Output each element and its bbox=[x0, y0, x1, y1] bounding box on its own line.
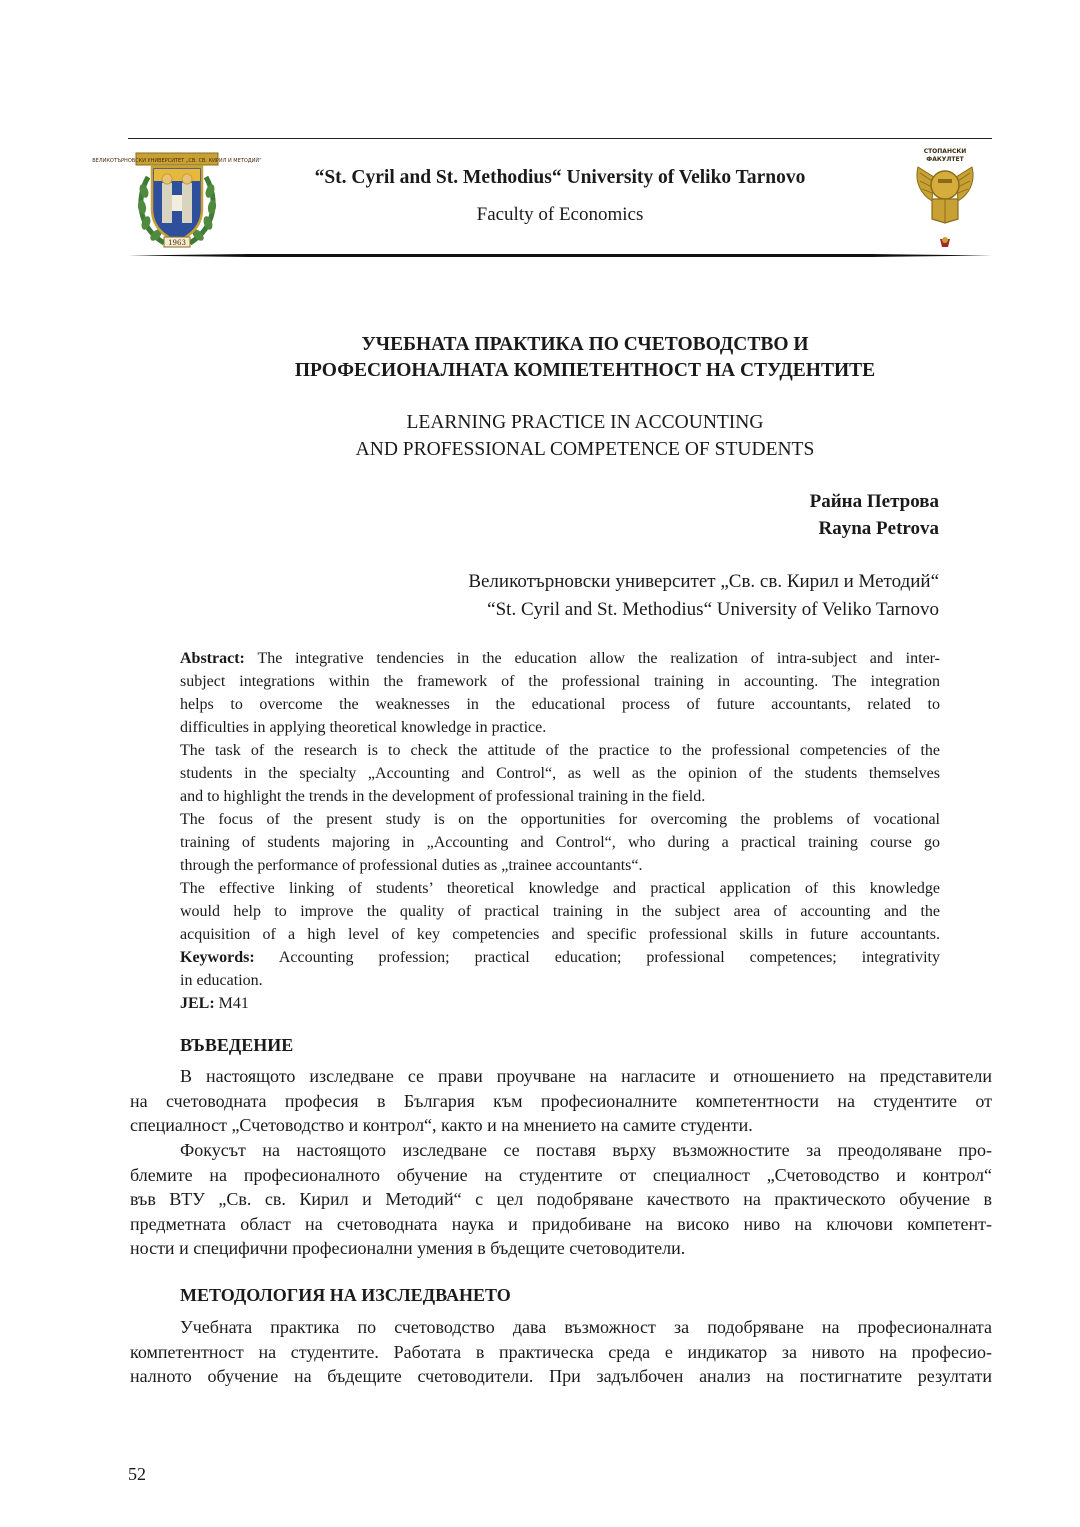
keywords-line: in education. bbox=[180, 972, 263, 989]
title-bulgarian bbox=[180, 332, 990, 384]
body-line: Учебната практика по счетоводство дава възможност за подобряване на професионалната bbox=[180, 1317, 992, 1337]
faculty-logo bbox=[912, 143, 978, 251]
method-paragraph-1 bbox=[130, 1315, 992, 1389]
abstract-line: helps to overcome the weaknesses in the educational process of future accountants, related to bbox=[180, 696, 940, 713]
page-header bbox=[92, 138, 992, 257]
jel-line: JEL: M41 bbox=[180, 995, 249, 1012]
abstract-label: Abstract: bbox=[180, 650, 245, 667]
abstract-line: subject integrations within the framework of the professional training in accounting. The integration bbox=[180, 673, 940, 690]
author-name-en: Rayna Petrova bbox=[818, 518, 939, 539]
author-block bbox=[810, 488, 939, 542]
header-university: “St. Cyril and St. Methodius“ University of Veliko Tarnovo bbox=[314, 167, 806, 188]
logo-year-text: 1963 bbox=[168, 239, 186, 247]
abstract-line: through the performance of professional duties as „trainee accountants“. bbox=[180, 857, 643, 874]
affiliation-bg: Великотърновски университет „Св. св. Кирил и Методий“ bbox=[468, 571, 939, 592]
header-faculty: Faculty of Economics bbox=[476, 204, 644, 225]
abstract-line: and to highlight the trends in the development of professional training in the field. bbox=[180, 788, 706, 805]
intro-paragraph-1 bbox=[130, 1064, 992, 1138]
keywords-line: Keywords: Accounting profession; practical education; professional competences; integrativity bbox=[180, 949, 940, 966]
intro-paragraph-2 bbox=[130, 1138, 992, 1261]
intro-heading: ВЪВЕДЕНИЕ bbox=[180, 1035, 294, 1055]
body-line: във ВТУ „Св. св. Кирил и Методий“ с цел подобряване качеството на практическото обучение в bbox=[130, 1189, 992, 1209]
body-line: Фокусът на настоящото изследване се поставя върху възможностите за преодоляване про- bbox=[180, 1140, 992, 1160]
logo-banner-text: ВЕЛИКОТЪРНОВСКИ УНИВЕРСИТЕТ „СВ. СВ. КИРИЛ И МЕТОДИЙ“ bbox=[92, 158, 262, 164]
affiliation-en: “St. Cyril and St. Methodius“ University of Veliko Tarnovo bbox=[487, 599, 939, 620]
method-heading: МЕТОДОЛОГИЯ НА ИЗСЛЕДВАНЕТО bbox=[180, 1285, 511, 1305]
abstract bbox=[180, 647, 940, 1015]
faculty-logo-line-2: ФАКУЛТЕТ bbox=[926, 156, 964, 163]
title-bg-line: ПРОФЕСИОНАЛНАТА КОМПЕТЕНТНОСТ НА СТУДЕНТИТЕ bbox=[294, 360, 876, 381]
affiliation-block bbox=[468, 568, 939, 624]
body-line: блемите на професионалното обучение на студентите от специалност „Счетоводство и контрол“ bbox=[130, 1164, 992, 1185]
body-line: В настоящото изследване се прави проучване на нагласите и отношението на представители bbox=[180, 1066, 992, 1086]
body-line: налното обучение на бъдещите счетоводители. При задълбочен анализ на постигнатите резултати bbox=[130, 1366, 992, 1386]
title-english bbox=[180, 409, 990, 463]
body-line: специалност „Счетоводство и контрол“, както и на мнението на самите студенти. bbox=[130, 1115, 753, 1135]
abstract-line: would help to improve the quality of practical training in the subject area of accounting and the bbox=[180, 903, 940, 920]
author-name-bg: Райна Петрова bbox=[809, 491, 939, 512]
university-logo bbox=[92, 147, 262, 251]
title-en-line: AND PROFESSIONAL COMPETENCE OF STUDENTS bbox=[355, 439, 815, 460]
jel-label: JEL: bbox=[180, 995, 215, 1012]
body-line: компетентност на студентите. Работата в практическа среда е индикатор за нивото на професио- bbox=[130, 1341, 992, 1362]
abstract-line: The task of the research is to check the attitude of the practice to the professional competencies of the bbox=[180, 742, 940, 759]
abstract-line: training of students majoring in „Accounting and Control“, who during a practical training course go bbox=[180, 834, 940, 851]
body-line: на счетоводната професия в България към професионалните компетентности на студентите от bbox=[130, 1090, 992, 1111]
abstract-line: acquisition of a high level of key competencies and specific professional skills in future accountants. bbox=[180, 926, 940, 943]
abstract-line: students in the specialty „Accounting and Control“, as well as the opinion of the students themselves bbox=[180, 765, 940, 782]
title-en-line: LEARNING PRACTICE IN ACCOUNTING bbox=[406, 412, 764, 433]
abstract-line: The focus of the present study is on the opportunities for overcoming the problems of vocational bbox=[180, 811, 940, 828]
faculty-logo-line-1: СТОПАНСКИ bbox=[923, 148, 967, 155]
abstract-line: The effective linking of students’ theoretical knowledge and practical application of this knowledge bbox=[180, 880, 940, 897]
abstract-line: difficulties in applying theoretical knowledge in practice. bbox=[180, 719, 547, 736]
page-number: 52 bbox=[128, 1464, 146, 1484]
abstract-line: Abstract: The integrative tendencies in the education allow the realization of intra-subject and inter- bbox=[180, 650, 940, 667]
header-rule bbox=[128, 254, 992, 257]
body-line: ности и специфични професионални умения в бъдещите счетоводители. bbox=[130, 1238, 686, 1258]
title-bg-line: УЧЕБНАТА ПРАКТИКА ПО СЧЕТОВОДСТВО И bbox=[361, 334, 809, 355]
body-line: предметната област на счетоводната наука и придобиване на високо ниво на ключови компетент- bbox=[130, 1213, 992, 1234]
keywords-label: Keywords: bbox=[180, 949, 255, 966]
